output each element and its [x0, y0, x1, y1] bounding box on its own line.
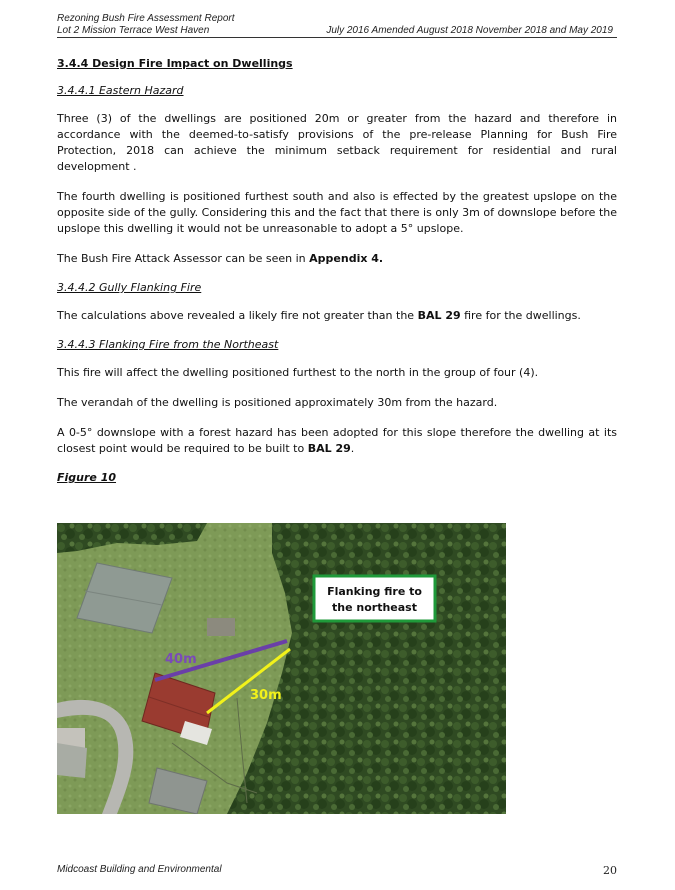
aerial-map-figure [57, 523, 506, 814]
page-number: 20 [603, 864, 617, 877]
gully-para-prefix: The calculations above revealed a likely fire not greater than the [57, 309, 418, 322]
appendix-reference: Appendix 4. [309, 252, 384, 265]
northeast-para-3-suffix: . [350, 442, 355, 455]
northeast-para-3 [57, 425, 617, 457]
header-rule [57, 37, 617, 38]
gully-para-suffix: fire for the dwellings. [460, 309, 581, 322]
distance-label-40m: 40m [165, 652, 197, 667]
eastern-para-3 [57, 251, 617, 267]
aerial-map [57, 523, 506, 814]
northeast-para-1: This fire will affect the dwelling positioned furthest to the north in the group of four (4). [57, 366, 539, 379]
northeast-heading: 3.4.4.3 Flanking Fire from the Northeast [57, 338, 279, 351]
header-dates: July 2016 Amended August 2018 November 2018 and May 2019 [326, 25, 613, 36]
section-heading: 3.4.4 Design Fire Impact on Dwellings [57, 57, 293, 70]
eastern-para-2: The fourth dwelling is positioned furthest south and also is effected by the greatest upslope on the opposite side of the gully. Considering this and the fact that there is only 3m of downslope before the upslope this dwelling it would not be unreasonable to adopt a 5° upslope. [57, 190, 617, 235]
northeast-bal-rating: BAL 29 [307, 442, 351, 455]
northeast-para-2: The verandah of the dwelling is positioned approximately 30m from the hazard. [57, 396, 498, 409]
figure-label: Figure 10 [57, 471, 117, 484]
gully-heading: 3.4.4.2 Gully Flanking Fire [57, 281, 202, 294]
callout-line-1: Flanking fire to [327, 585, 422, 598]
page-content [57, 57, 617, 494]
eastern-para-3-text: The Bush Fire Attack Assessor can be seen in [57, 252, 310, 265]
callout-line-2: the northeast [332, 601, 417, 614]
eastern-hazard-heading: 3.4.4.1 Eastern Hazard [57, 84, 184, 97]
header-subtitle: Lot 2 Mission Terrace West Haven [57, 25, 210, 36]
gully-para [57, 308, 617, 324]
northeast-para-3-prefix: A 0-5° downslope with a forest hazard has been adopted for this slope therefore the dwelling at its closest point would be required to be built to [57, 426, 617, 455]
distance-label-30m: 30m [250, 688, 282, 703]
footer-company: Midcoast Building and Environmental [57, 864, 222, 875]
gully-bal-rating: BAL 29 [417, 309, 461, 322]
eastern-para-1: Three (3) of the dwellings are positioned 20m or greater from the hazard and therefore in accordance with the deemed-to-satisfy provisions of the pre-release Planning for Bush Fire Protection, 2018 can achieve the minimum setback requirement for residential and rural development . [57, 112, 617, 173]
header-title: Rezoning Bush Fire Assessment Report [57, 13, 235, 24]
callout-box [314, 576, 435, 621]
